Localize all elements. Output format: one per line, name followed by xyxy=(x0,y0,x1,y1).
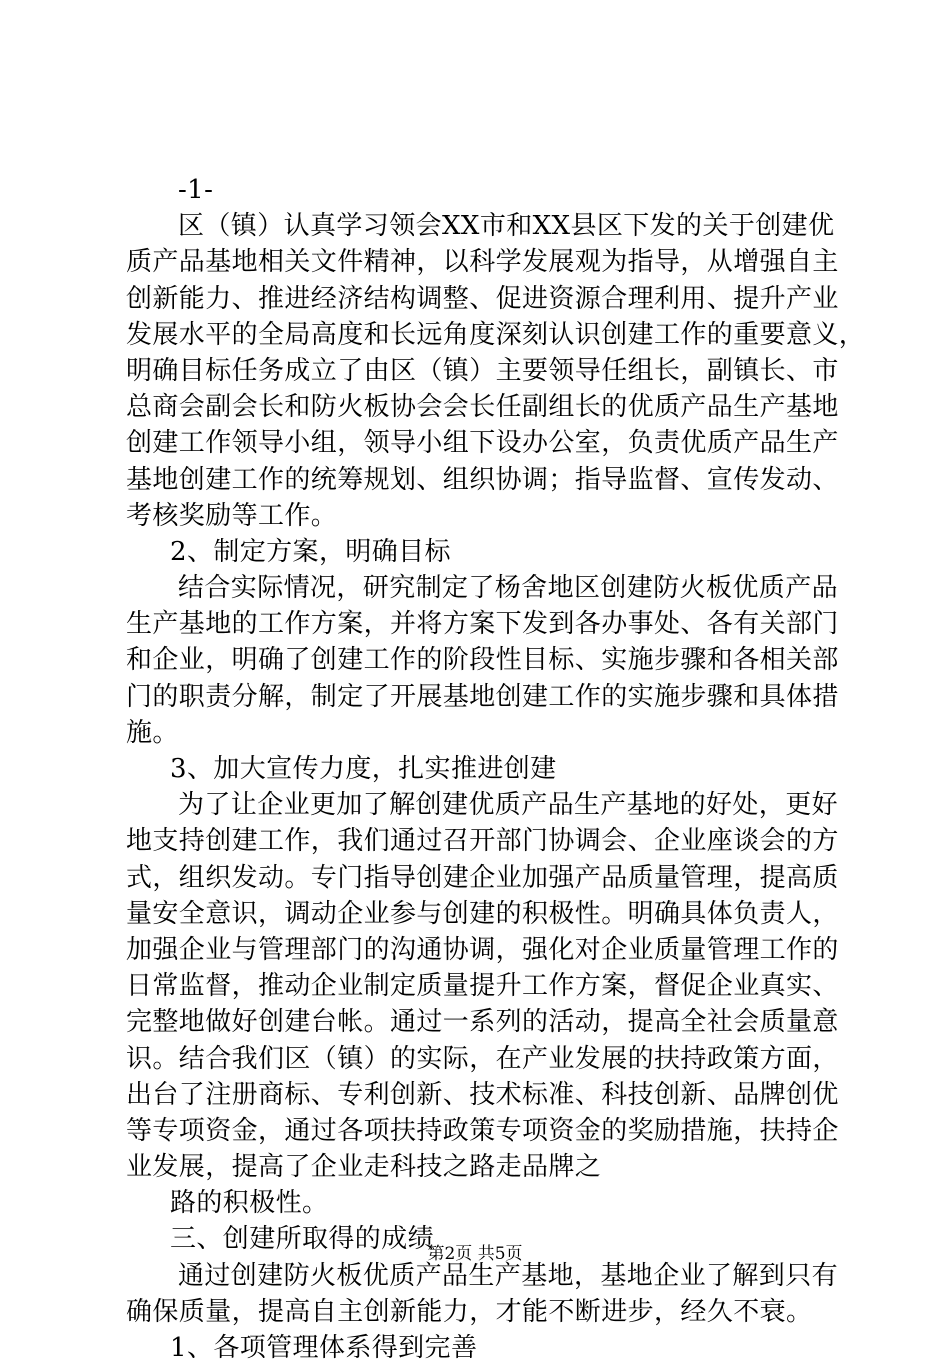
text-line: 区（镇）认真学习领会XX市和XX县区下发的关于创建优 xyxy=(178,211,835,242)
paragraph xyxy=(126,570,846,751)
text-line: 明确目标任务成立了由区（镇）主要领导任组长，副镇长、市 xyxy=(126,355,839,386)
text-line: 等专项资金，通过各项扶持政策专项资金的奖励措施，扶持企 xyxy=(126,1115,839,1146)
text-line: 门的职责分解，制定了开展基地创建工作的实施步骤和具体措 xyxy=(126,681,839,712)
text-line: 施。 xyxy=(126,717,179,748)
text-line: 总商会副会长和防火板协会会长任副组长的优质产品生产基地 xyxy=(126,392,839,423)
text-line: 加强企业与管理部门的沟通协调，强化对企业质量管理工作的 xyxy=(126,934,839,965)
text-line: 发展水平的全局高度和长远角度深刻认识创建工作的重要意义， xyxy=(126,319,866,350)
text-line: 式，组织发动。专门指导创建企业加强产品质量管理，提高质 xyxy=(126,862,839,893)
text-line: 质产品基地相关文件精神，以科学发展观为指导，从增强自主 xyxy=(126,247,839,278)
text-line: 基地创建工作的统筹规划、组织协调；指导监督、宣传发动、 xyxy=(126,464,839,495)
text-line: 通过创建防火板优质产品生产基地，基地企业了解到只有 xyxy=(178,1260,839,1291)
text-line: 业发展，提高了企业走科技之路走品牌之 xyxy=(126,1152,602,1183)
heading-line: 3、加大宣传力度，扎实推进创建 xyxy=(170,754,557,784)
text-line: 日常监督，推动企业制定质量提升工作方案，督促企业真实、 xyxy=(126,971,839,1002)
heading-line: 1、各项管理体系得到完善 xyxy=(170,1333,478,1363)
text-line: 为了让企业更加了解创建优质产品生产基地的好处，更好 xyxy=(178,790,839,821)
heading-line: 2、制定方案，明确目标 xyxy=(170,536,451,567)
text-line: 结合实际情况，研究制定了杨舍地区创建防火板优质产品 xyxy=(178,573,839,604)
text-line: 识。结合我们区（镇）的实际，在产业发展的扶持政策方面， xyxy=(126,1043,839,1074)
text-line: 量安全意识，调动企业参与创建的积极性。明确具体负责人， xyxy=(126,898,839,929)
text-line: 地支持创建工作，我们通过召开部门协调会、企业座谈会的方 xyxy=(126,826,839,857)
paragraph xyxy=(126,787,846,1185)
text-line: 创建工作领导小组，领导小组下设办公室，负责优质产品生产 xyxy=(126,428,839,459)
section-heading xyxy=(126,534,846,570)
heading-line: 三、创建所取得的成绩 xyxy=(170,1224,435,1255)
section-heading xyxy=(126,751,846,787)
paragraph xyxy=(126,208,866,534)
paragraph xyxy=(126,1185,846,1221)
text-line: 创新能力、推进经济结构调整、促进资源合理利用、提升产业 xyxy=(126,283,839,314)
page-footer: 第2页 共5页 xyxy=(427,1244,523,1264)
section-heading xyxy=(126,1330,846,1366)
text-line: 路的积极性。 xyxy=(170,1188,329,1219)
page-marker: -1- xyxy=(178,175,214,205)
text-line: 确保质量，提高自主创新能力，才能不断进步，经久不衰。 xyxy=(126,1296,813,1327)
text-line: 和企业，明确了创建工作的阶段性目标、实施步骤和各相关部 xyxy=(126,645,839,676)
text-line: 出台了注册商标、专利创新、技术标准、科技创新、品牌创优 xyxy=(126,1079,839,1110)
text-line: 完整地做好创建台帐。通过一系列的活动，提高全社会质量意 xyxy=(126,1007,839,1038)
paragraph xyxy=(126,1258,846,1330)
text-line: 生产基地的工作方案，并将方案下发到各办事处、各有关部门 xyxy=(126,609,839,640)
text-line: 考核奖励等工作。 xyxy=(126,500,338,531)
document-body xyxy=(126,172,866,1366)
